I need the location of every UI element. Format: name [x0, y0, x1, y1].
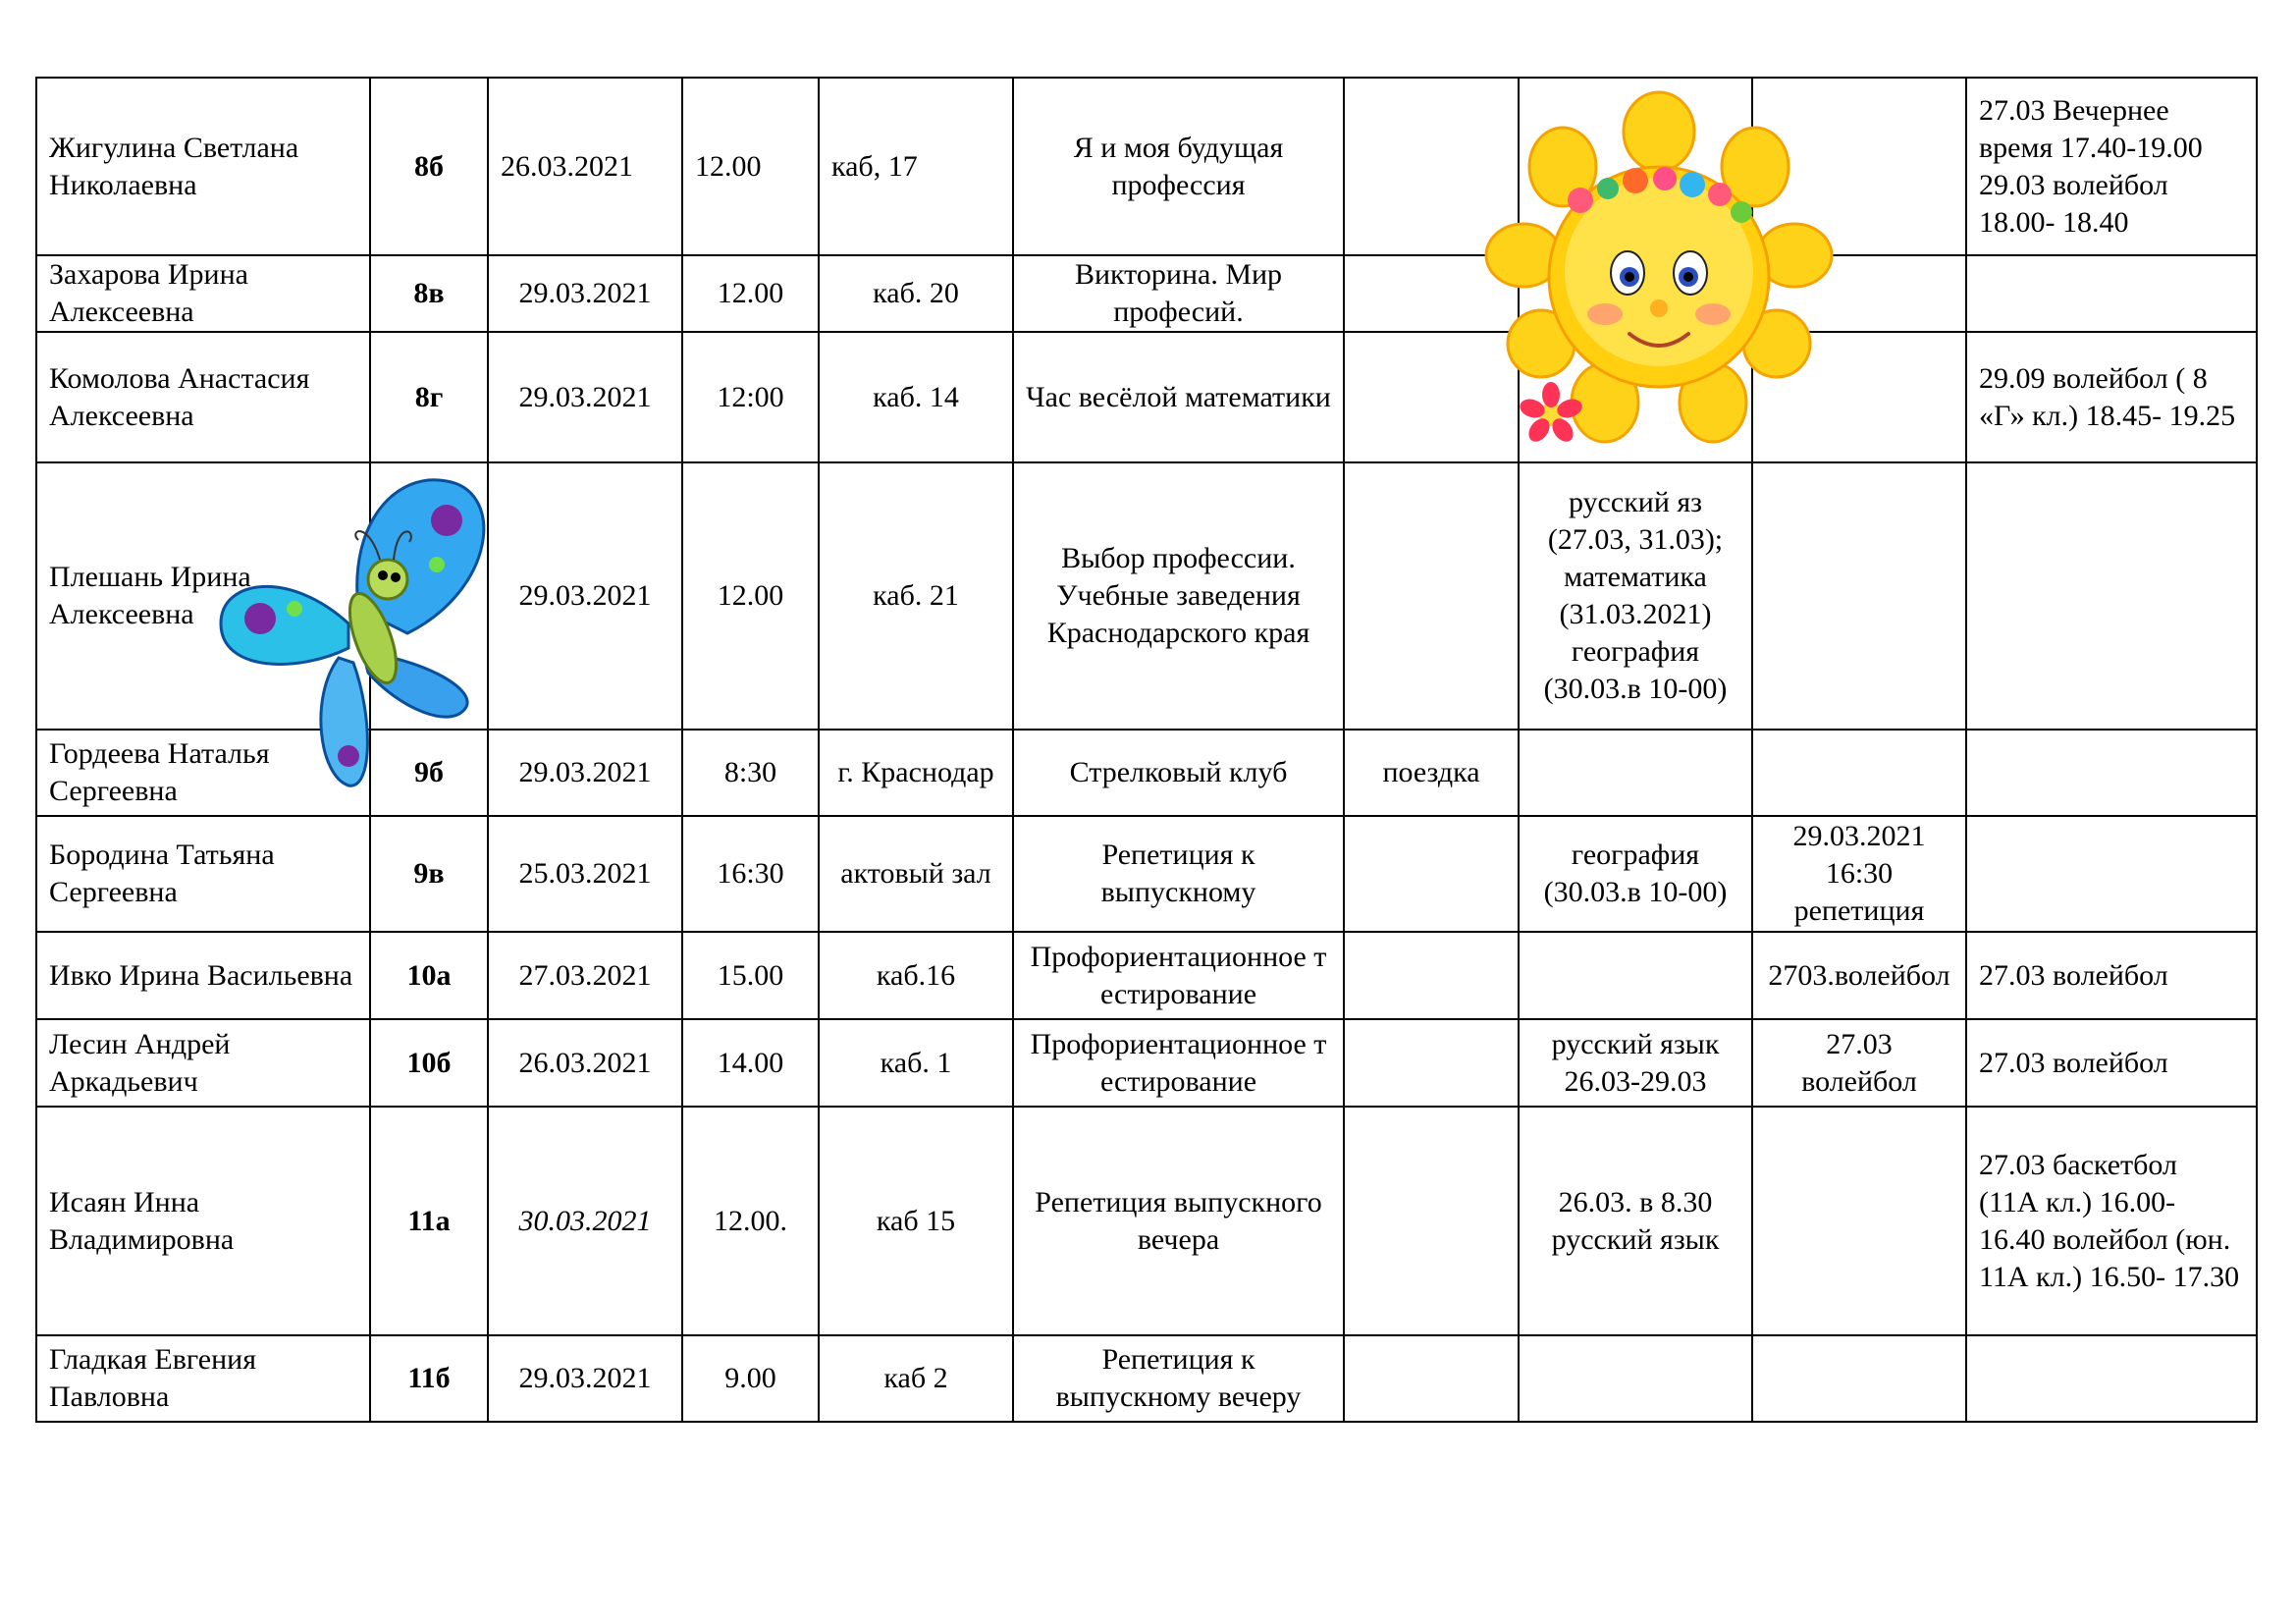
- event-time: 15.00: [682, 932, 819, 1019]
- teacher-name: Исаян Инна Владимировна: [36, 1107, 370, 1335]
- class-label: 11а: [370, 1107, 488, 1335]
- teacher-name: Лесин Андрей Аркадьевич: [36, 1019, 370, 1107]
- cell-col8: [1519, 730, 1752, 816]
- event-time: 12.00: [682, 255, 819, 332]
- cell-col7: [1344, 816, 1519, 932]
- event-time: 12.00.: [682, 1107, 819, 1335]
- class-label: 11б: [370, 1335, 488, 1422]
- teacher-name: Ивко Ирина Васильевна: [36, 932, 370, 1019]
- class-label: 9в: [370, 816, 488, 932]
- teacher-name: Гордеева Наталья Сергеевна: [36, 730, 370, 816]
- cell-col8: [1519, 932, 1752, 1019]
- event-room: актовый зал: [819, 816, 1013, 932]
- cell-col8: русский язык 26.03-29.03: [1519, 1019, 1752, 1107]
- cell-col10: 27.03 Вечернее время 17.40-19.00 29.03 волейбол 18.00- 18.40: [1966, 78, 2257, 255]
- event-time: 12.00: [682, 78, 819, 255]
- cell-col8: русский яз (27.03, 31.03); математика (31.03.2021) география (30.03.в 10-00): [1519, 462, 1752, 730]
- cell-col8: 26.03. в 8.30 русский язык: [1519, 1107, 1752, 1335]
- cell-col7: [1344, 1107, 1519, 1335]
- cell-col9: [1752, 730, 1966, 816]
- class-label: 8в: [370, 255, 488, 332]
- event-title: Выбор профессии. Учебные заведения Краснодарского края: [1013, 462, 1344, 730]
- table-row: [36, 932, 2257, 1019]
- table-row: [36, 332, 2257, 462]
- cell-col9: 29.03.2021 16:30 репетиция: [1752, 816, 1966, 932]
- event-time: 14.00: [682, 1019, 819, 1107]
- event-room: каб.16: [819, 932, 1013, 1019]
- cell-col9: 27.03 волейбол: [1752, 1019, 1966, 1107]
- class-label: 9б: [370, 730, 488, 816]
- cell-col10: 27.03 волейбол: [1966, 932, 2257, 1019]
- event-title: Стрелковый клуб: [1013, 730, 1344, 816]
- event-time: 8:30: [682, 730, 819, 816]
- cell-col7: [1344, 1019, 1519, 1107]
- cell-col8: география (30.03.в 10-00): [1519, 816, 1752, 932]
- class-label: 10а: [370, 932, 488, 1019]
- event-date: 25.03.2021: [488, 816, 682, 932]
- class-label: 8г: [370, 332, 488, 462]
- table-row: [36, 255, 2257, 332]
- event-room: каб, 17: [819, 78, 1013, 255]
- table-row: [36, 1335, 2257, 1422]
- cell-col10: 27.03 баскетбол (11А кл.) 16.00- 16.40 волейбол (юн. 11А кл.) 16.50- 17.30: [1966, 1107, 2257, 1335]
- class-label: 10б: [370, 1019, 488, 1107]
- table-row: [36, 78, 2257, 255]
- teacher-name: Жигулина Светлана Николаевна: [36, 78, 370, 255]
- event-room: каб. 21: [819, 462, 1013, 730]
- cell-col7: [1344, 932, 1519, 1019]
- event-title: Викторина. Мир професий.: [1013, 255, 1344, 332]
- event-time: 9.00: [682, 1335, 819, 1422]
- teacher-name: Гладкая Евгения Павловна: [36, 1335, 370, 1422]
- event-title: Репетиция выпускного вечера: [1013, 1107, 1344, 1335]
- table-row: [36, 1019, 2257, 1107]
- event-room: каб. 14: [819, 332, 1013, 462]
- table-row: [36, 1107, 2257, 1335]
- event-date: 29.03.2021: [488, 332, 682, 462]
- cell-col7: [1344, 462, 1519, 730]
- event-title: Профориентационное тестирование: [1013, 1019, 1344, 1107]
- event-room: каб. 20: [819, 255, 1013, 332]
- event-time: 16:30: [682, 816, 819, 932]
- table-row: [36, 816, 2257, 932]
- event-title: Профориентационное тестирование: [1013, 932, 1344, 1019]
- event-date: 30.03.2021: [488, 1107, 682, 1335]
- event-room: г. Краснодар: [819, 730, 1013, 816]
- sun-illustration: [1482, 90, 1836, 463]
- cell-col9: [1752, 462, 1966, 730]
- event-date: 29.03.2021: [488, 730, 682, 816]
- cell-col10: [1966, 1335, 2257, 1422]
- class-label: 8б: [370, 78, 488, 255]
- teacher-name: Плешань Ирина Алексеевна: [36, 462, 370, 730]
- event-room: каб. 1: [819, 1019, 1013, 1107]
- event-date: 29.03.2021: [488, 255, 682, 332]
- event-room: каб 2: [819, 1335, 1013, 1422]
- cell-col9: [1752, 1335, 1966, 1422]
- event-date: 26.03.2021: [488, 78, 682, 255]
- cell-col10: 29.09 волейбол ( 8 «Г» кл.) 18.45- 19.25: [1966, 332, 2257, 462]
- cell-col10: [1966, 816, 2257, 932]
- event-date: 27.03.2021: [488, 932, 682, 1019]
- cell-col7: [1344, 1335, 1519, 1422]
- cell-col9: 2703.волейбол: [1752, 932, 1966, 1019]
- event-date: 26.03.2021: [488, 1019, 682, 1107]
- cell-col8: [1519, 1335, 1752, 1422]
- cell-col9: [1752, 1107, 1966, 1335]
- event-date: 29.03.2021: [488, 462, 682, 730]
- cell-col10: 27.03 волейбол: [1966, 1019, 2257, 1107]
- cell-col10: [1966, 462, 2257, 730]
- event-time: 12.00: [682, 462, 819, 730]
- event-room: каб 15: [819, 1107, 1013, 1335]
- event-title: Я и моя будущая профессия: [1013, 78, 1344, 255]
- cell-col10: [1966, 255, 2257, 332]
- event-date: 29.03.2021: [488, 1335, 682, 1422]
- butterfly-illustration: [201, 461, 525, 805]
- teacher-name: Захарова Ирина Алексеевна: [36, 255, 370, 332]
- event-time: 12:00: [682, 332, 819, 462]
- event-title: Репетиция к выпускному вечеру: [1013, 1335, 1344, 1422]
- cell-col7: поездка: [1344, 730, 1519, 816]
- cell-col10: [1966, 730, 2257, 816]
- event-title: Репетиция к выпускному: [1013, 816, 1344, 932]
- teacher-name: Комолова Анастасия Алексеевна: [36, 332, 370, 462]
- event-title: Час весёлой математики: [1013, 332, 1344, 462]
- teacher-name: Бородина Татьяна Сергеевна: [36, 816, 370, 932]
